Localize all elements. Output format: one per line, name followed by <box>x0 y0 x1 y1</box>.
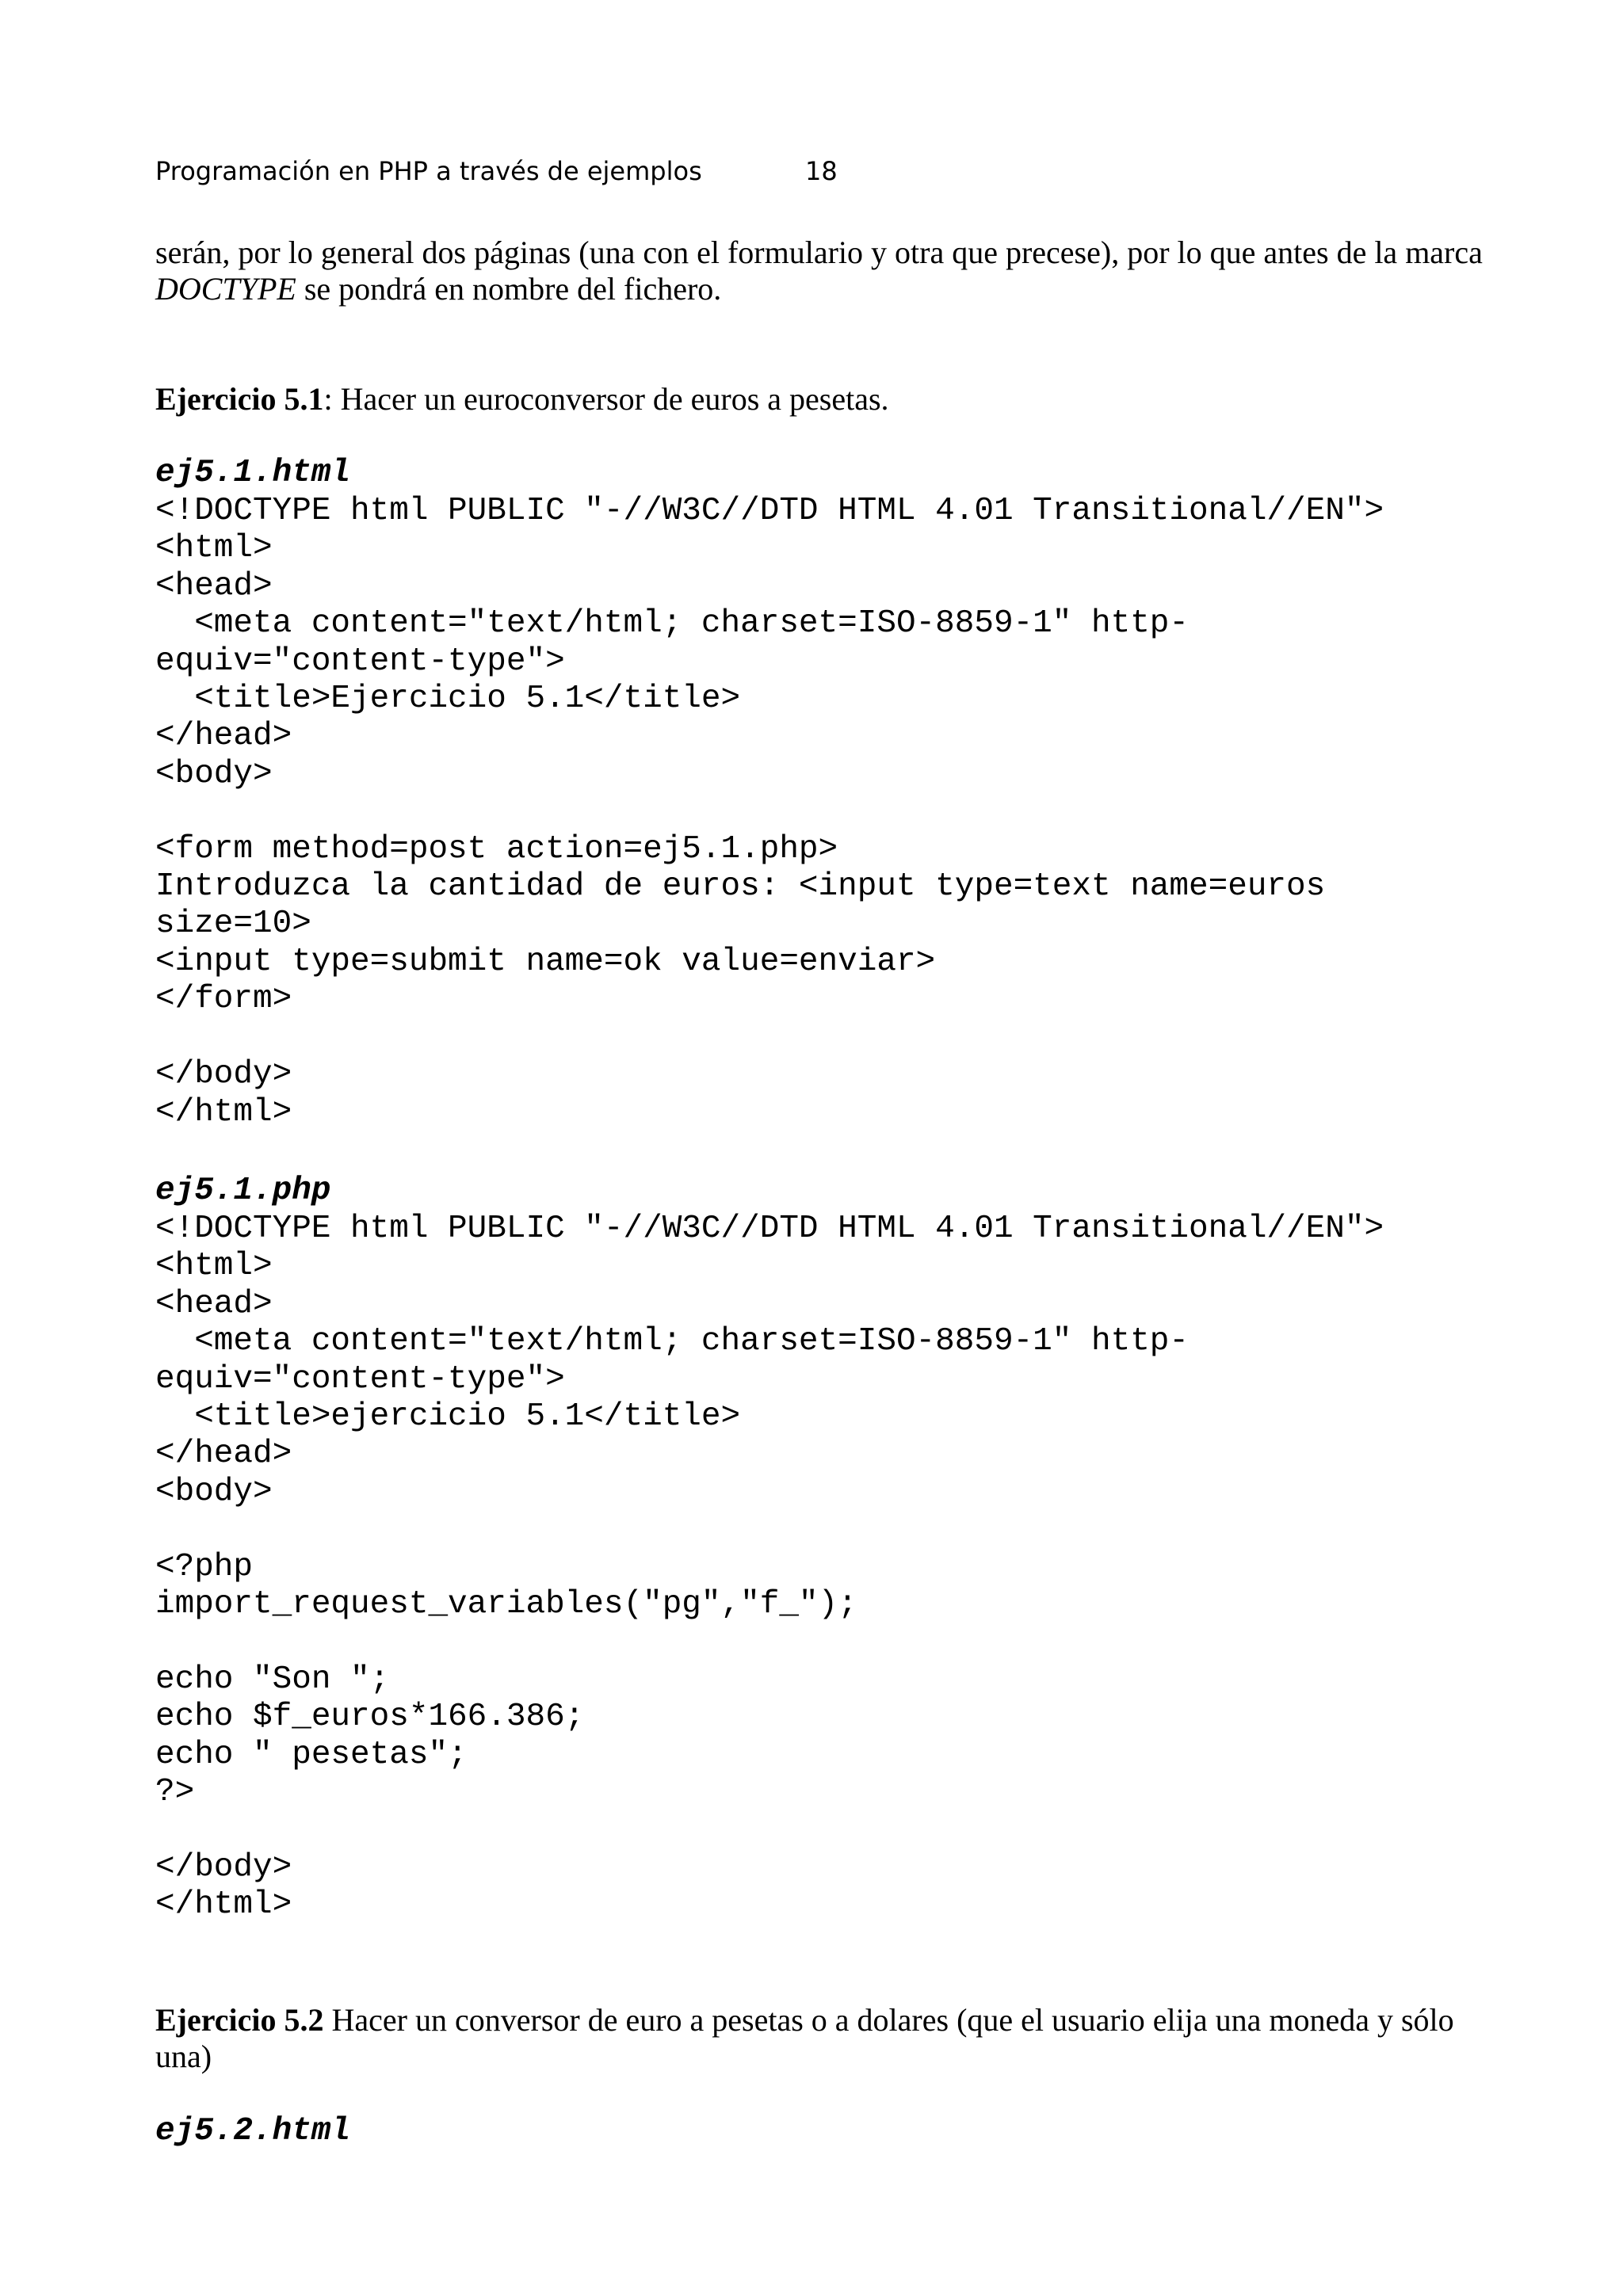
intro-doctype-italic: DOCTYPE <box>155 271 296 307</box>
exercise-5-2-statement <box>155 2002 1487 2075</box>
exercise-5-1-statement <box>155 381 1487 418</box>
exercise-5-2-label: Ejercicio 5.2 <box>155 2002 324 2038</box>
code-block-ej5-1-php: <!DOCTYPE html PUBLIC "-//W3C//DTD HTML 4.01 Transitional//EN"> <html> <head> <meta content="text/html; charset=ISO-8859-1" http- equiv="content-type"> <title>ejercicio 5.1</title> </head> <body> <?php import_request_variables("pg","f_"); echo "Son "; echo $f_euros*166.386; echo " pesetas"; ?> </body> </html> <box>155 1211 1384 1924</box>
exercise-5-2-text: Hacer un conversor de euro a pesetas o a dolares (que el usuario elija una moneda y sólo una) <box>155 2002 1454 2074</box>
book-title: Programación en PHP a través de ejemplos <box>155 156 702 186</box>
file-name-ej5-1-html: ej5.1.html <box>155 455 351 491</box>
intro-text-2: se pondrá en nombre del fichero. <box>296 271 722 307</box>
page-header <box>155 155 838 187</box>
exercise-5-1-text: : Hacer un euroconversor de euros a pesetas. <box>323 381 889 417</box>
intro-paragraph <box>155 235 1487 307</box>
code-block-ej5-1-html: <!DOCTYPE html PUBLIC "-//W3C//DTD HTML 4.01 Transitional//EN"> <html> <head> <meta content="text/html; charset=ISO-8859-1" http- equiv="content-type"> <title>Ejercicio 5.1</title> </head> <body> <form method=post action=ej5.1.php> Introduzca la cantidad de euros: <input type=text name=euros size=10> <input type=submit name=ok value=enviar> </form> </body> </html> <box>155 493 1384 1131</box>
exercise-5-1-label: Ejercicio 5.1 <box>155 381 324 417</box>
page-number: 18 <box>805 156 838 186</box>
intro-text-1: serán, por lo general dos páginas (una con el formulario y otra que precese), por lo que antes de la marca <box>155 235 1483 270</box>
file-name-ej5-1-php: ej5.1.php <box>155 1173 331 1209</box>
file-name-ej5-2-html: ej5.2.html <box>155 2113 351 2149</box>
